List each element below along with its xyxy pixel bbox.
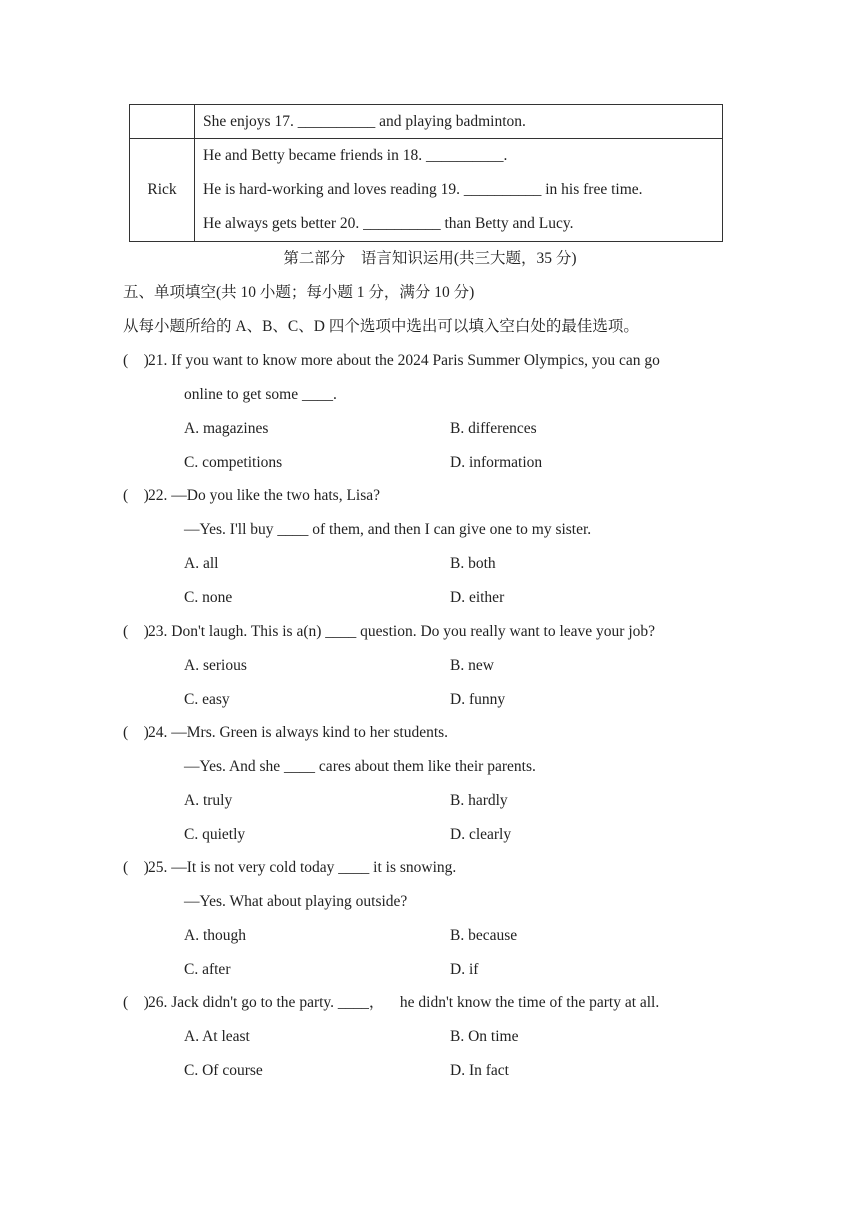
answer-bracket[interactable]: ( ) (123, 352, 149, 369)
question-stem: 26. Jack didn't go to the party. ____， he didn't know the time of the party at all. (148, 994, 660, 1011)
option-d[interactable]: D. In fact (450, 1062, 509, 1079)
option-c[interactable]: C. easy (184, 691, 230, 708)
table-name-cell (130, 105, 195, 139)
question-24 (123, 722, 448, 744)
option-c[interactable]: C. competitions (184, 454, 283, 471)
answer-bracket[interactable]: ( ) (123, 487, 149, 504)
option-b[interactable]: B. On time (450, 1028, 519, 1045)
option-a[interactable]: A. magazines (184, 420, 269, 437)
reading-summary-table (129, 104, 723, 242)
section-title: 第二部分 语言知识运用(共三大题，35 分) (283, 250, 577, 267)
option-a[interactable]: A. serious (184, 657, 247, 674)
question-continuation: —Yes. And she ____ cares about them like their parents. (184, 758, 536, 775)
option-d[interactable]: D. information (450, 454, 543, 471)
question-continuation: online to get some ____. (184, 386, 337, 403)
option-a[interactable]: A. all (184, 555, 219, 572)
question-stem: 21. If you want to know more about the 2024 Paris Summer Olympics, you can go (148, 352, 660, 369)
option-b[interactable]: B. because (450, 927, 518, 944)
option-b[interactable]: B. hardly (450, 792, 508, 809)
table-line: He always gets better 20. __________ than Betty and Lucy. (203, 215, 574, 232)
table-text-cell (195, 139, 723, 242)
option-b[interactable]: B. new (450, 657, 494, 674)
question-stem: 23. Don't laugh. This is a(n) ____ question. Do you really want to leave your job? (148, 623, 656, 640)
option-c[interactable]: C. Of course (184, 1062, 263, 1079)
question-25 (123, 857, 456, 879)
table-text-cell: She enjoys 17. __________ and playing badminton. (195, 105, 723, 139)
instructions: 从每小题所给的 A、B、C、D 四个选项中选出可以填入空白处的最佳选项。 (123, 318, 639, 335)
question-continuation: —Yes. What about playing outside? (184, 893, 408, 910)
answer-bracket[interactable]: ( ) (123, 994, 149, 1011)
table-row (130, 139, 723, 242)
option-c[interactable]: C. quietly (184, 826, 246, 843)
option-b[interactable]: B. differences (450, 420, 537, 437)
answer-bracket[interactable]: ( ) (123, 623, 149, 640)
answer-bracket[interactable]: ( ) (123, 859, 149, 876)
question-21 (123, 350, 660, 372)
option-d[interactable]: D. clearly (450, 826, 512, 843)
option-c[interactable]: C. after (184, 961, 231, 978)
question-stem: 25. —It is not very cold today ____ it is snowing. (148, 859, 457, 876)
question-26 (123, 992, 659, 1014)
question-continuation: —Yes. I'll buy ____ of them, and then I can give one to my sister. (184, 521, 592, 538)
option-d[interactable]: D. if (450, 961, 479, 978)
table-row (130, 105, 723, 139)
answer-bracket[interactable]: ( ) (123, 724, 149, 741)
table-name-cell: Rick (130, 139, 195, 242)
option-d[interactable]: D. either (450, 589, 505, 606)
option-c[interactable]: C. none (184, 589, 233, 606)
option-a[interactable]: A. truly (184, 792, 233, 809)
option-a[interactable]: A. At least (184, 1028, 250, 1045)
part-header: 五、单项填空(共 10 小题；每小题 1 分，满分 10 分) (123, 284, 475, 301)
question-23 (123, 621, 655, 643)
question-stem: 22. —Do you like the two hats, Lisa? (148, 487, 381, 504)
table-line: He is hard-working and loves reading 19. __________ in his free time. (203, 181, 643, 198)
option-b[interactable]: B. both (450, 555, 496, 572)
option-a[interactable]: A. though (184, 927, 246, 944)
question-stem: 24. —Mrs. Green is always kind to her students. (148, 724, 449, 741)
question-22 (123, 485, 380, 507)
option-d[interactable]: D. funny (450, 691, 506, 708)
table-line: He and Betty became friends in 18. __________. (203, 147, 508, 164)
